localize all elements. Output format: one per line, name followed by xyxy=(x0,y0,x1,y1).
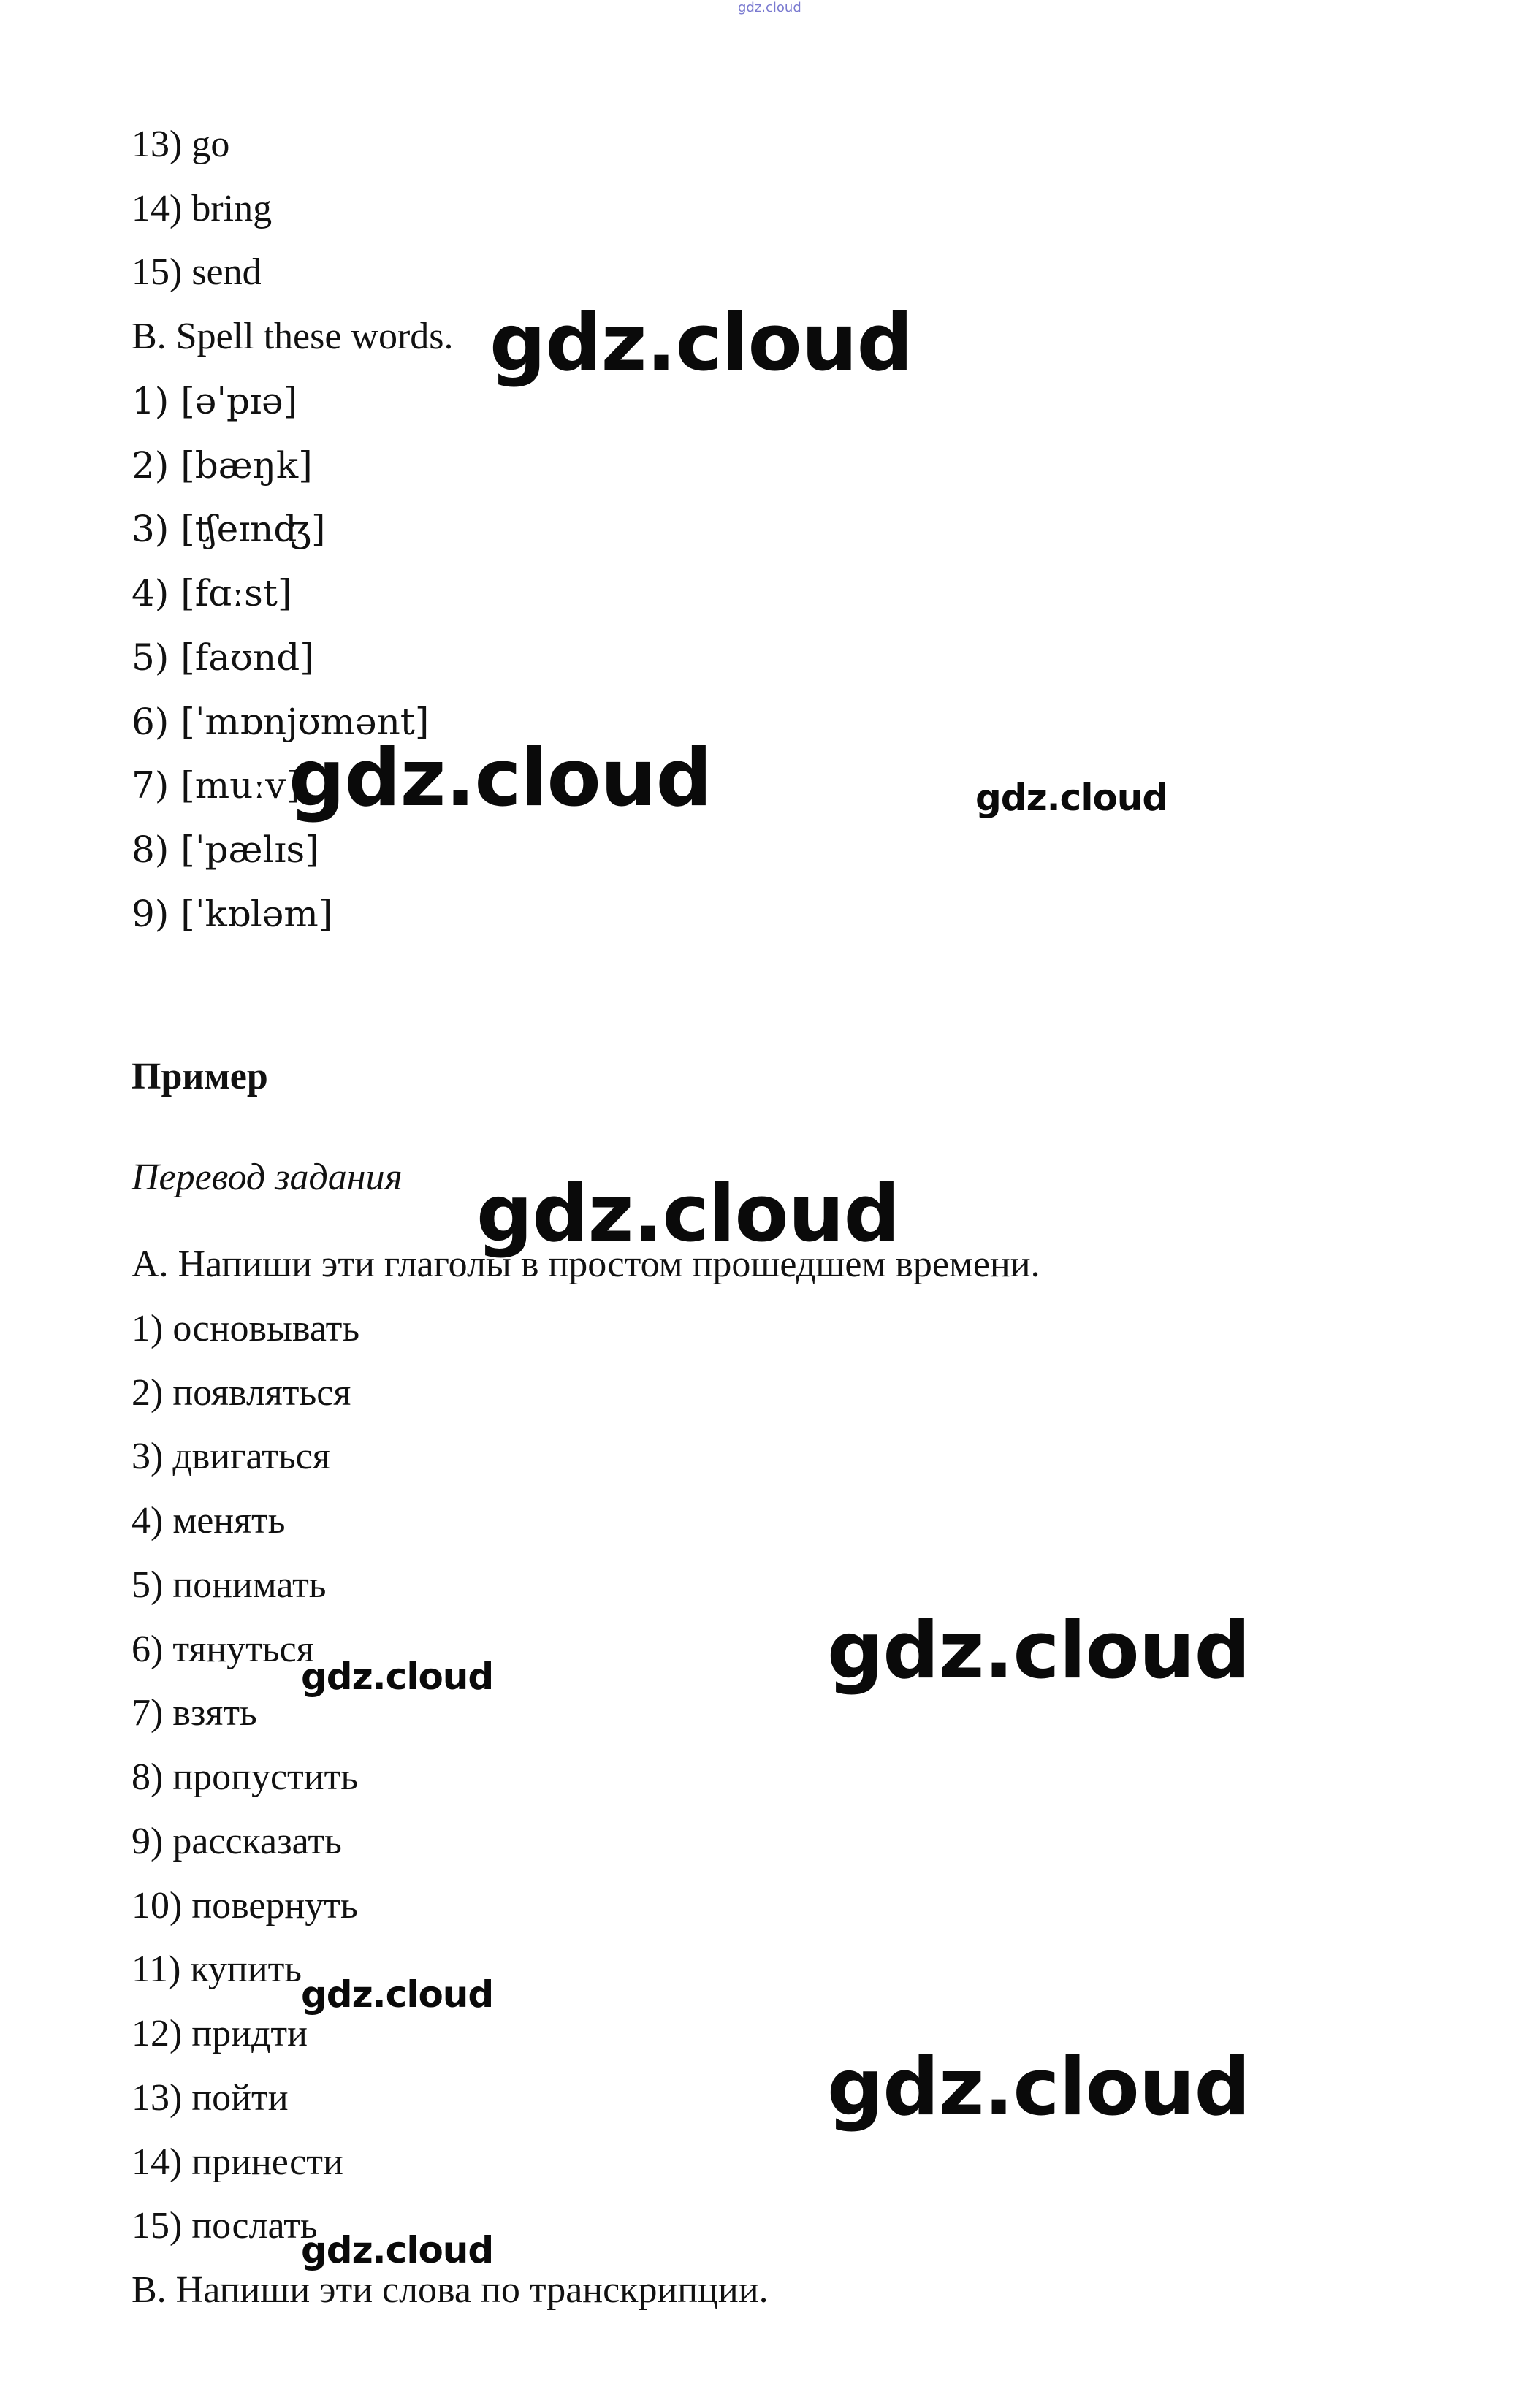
list-item: 15) послать xyxy=(132,2205,318,2247)
transcription-item: 2) [bæŋk] xyxy=(132,444,313,487)
list-item: 11) купить xyxy=(132,1948,302,1990)
watermark: gdz.cloud xyxy=(476,1168,899,1260)
watermark: gdz.cloud xyxy=(827,1605,1250,1696)
list-item: 3) двигаться xyxy=(132,1436,330,1477)
list-item: 13) пойти xyxy=(132,2077,289,2119)
list-item: 8) пропустить xyxy=(132,1756,359,1798)
list-item: 14) принести xyxy=(132,2141,343,2183)
list-item: 13) go xyxy=(132,123,230,165)
transcription-item: 5) [faʊnd] xyxy=(132,636,314,679)
section-b-title: B. Spell these words. xyxy=(132,316,454,357)
watermark: gdz.cloud xyxy=(975,777,1168,819)
list-item: 12) придти xyxy=(132,2013,308,2054)
transcription-item: 8) [ˈpælɪs] xyxy=(132,828,319,871)
transcription-item: 4) [fɑːst] xyxy=(132,572,292,614)
transcription-item: 3) [ʧeɪnʤ] xyxy=(132,508,326,550)
list-item: 1) основывать xyxy=(132,1308,360,1349)
list-item: 6) тянуться xyxy=(132,1628,314,1670)
translation-b-title: B. Напиши эти слова по транскрипции. xyxy=(132,2269,769,2311)
list-item: 4) менять xyxy=(132,1500,286,1542)
transcription-item: 1) [əˈpɪə] xyxy=(132,380,298,422)
translation-heading: Перевод задания xyxy=(132,1157,403,1198)
transcription-item: 9) [ˈkɒləm] xyxy=(132,893,333,935)
list-item: 14) bring xyxy=(132,188,273,229)
watermark: gdz.cloud xyxy=(301,1973,494,2016)
watermark: gdz.cloud xyxy=(301,2229,494,2271)
list-item: 10) повернуть xyxy=(132,1885,358,1927)
transcription-item: 7) [muːv] xyxy=(132,764,300,807)
list-item: 7) взять xyxy=(132,1692,257,1734)
transcription-item: 6) [ˈmɒnjʊmənt] xyxy=(132,701,430,743)
list-item: 5) понимать xyxy=(132,1564,327,1606)
header-watermark: gdz.cloud xyxy=(738,0,801,15)
list-item: 15) send xyxy=(132,251,262,293)
watermark: gdz.cloud xyxy=(490,297,913,389)
watermark: gdz.cloud xyxy=(289,733,712,824)
example-heading: Пример xyxy=(132,1056,268,1097)
watermark: gdz.cloud xyxy=(301,1656,494,1698)
translation-a-title: A. Напиши эти глаголы в простом прошедшем времени. xyxy=(132,1243,1040,1285)
list-item: 2) появляться xyxy=(132,1372,351,1414)
watermark: gdz.cloud xyxy=(827,2042,1250,2133)
list-item: 9) рассказать xyxy=(132,1821,342,1862)
